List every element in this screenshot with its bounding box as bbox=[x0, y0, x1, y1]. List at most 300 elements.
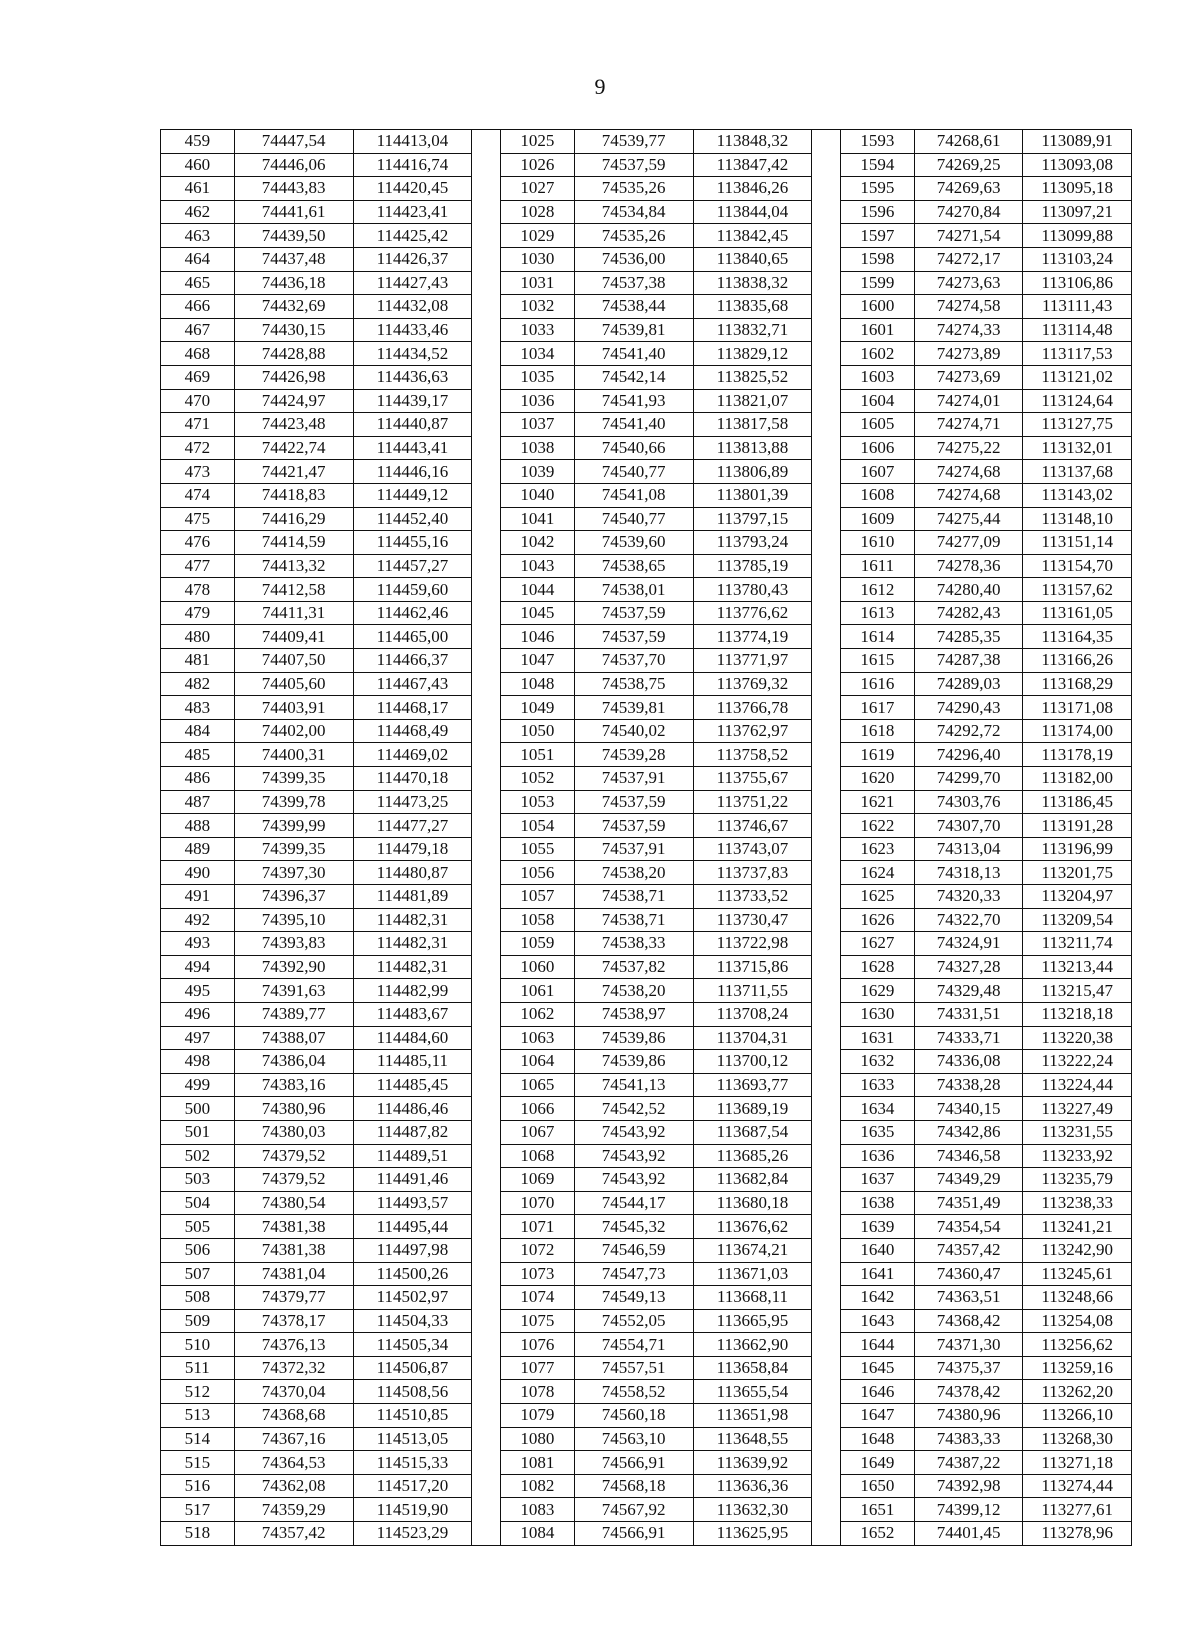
table-row bbox=[161, 625, 1132, 649]
column-group-separator bbox=[812, 1073, 841, 1097]
point-number-cell: 1056 bbox=[501, 861, 575, 885]
point-number-cell: 1622 bbox=[841, 814, 915, 838]
column-group-separator bbox=[472, 153, 501, 177]
column-group-separator bbox=[472, 767, 501, 791]
y-coordinate-cell: 114487,82 bbox=[353, 1120, 472, 1144]
column-group-separator bbox=[812, 342, 841, 366]
y-coordinate-cell: 114497,98 bbox=[353, 1238, 472, 1262]
column-group-separator bbox=[472, 1238, 501, 1262]
column-group-separator bbox=[472, 719, 501, 743]
column-group-separator bbox=[472, 955, 501, 979]
y-coordinate-cell: 114523,29 bbox=[353, 1522, 472, 1546]
y-coordinate-cell: 113632,30 bbox=[693, 1498, 812, 1522]
table-row bbox=[161, 153, 1132, 177]
point-number-cell: 1609 bbox=[841, 507, 915, 531]
point-number-cell: 465 bbox=[161, 271, 235, 295]
point-number-cell: 1066 bbox=[501, 1097, 575, 1121]
y-coordinate-cell: 113277,61 bbox=[1023, 1498, 1132, 1522]
y-coordinate-cell: 113848,32 bbox=[693, 130, 812, 154]
table-row bbox=[161, 578, 1132, 602]
column-group-separator bbox=[812, 767, 841, 791]
y-coordinate-cell: 113227,49 bbox=[1023, 1097, 1132, 1121]
point-number-cell: 464 bbox=[161, 247, 235, 271]
y-coordinate-cell: 113168,29 bbox=[1023, 672, 1132, 696]
column-group-separator bbox=[472, 625, 501, 649]
y-coordinate-cell: 113758,52 bbox=[693, 743, 812, 767]
y-coordinate-cell: 113127,75 bbox=[1023, 413, 1132, 437]
column-group-separator bbox=[812, 743, 841, 767]
table-row bbox=[161, 743, 1132, 767]
y-coordinate-cell: 113771,97 bbox=[693, 649, 812, 673]
x-coordinate-cell: 74552,05 bbox=[574, 1309, 693, 1333]
x-coordinate-cell: 74342,86 bbox=[914, 1120, 1023, 1144]
x-coordinate-cell: 74274,71 bbox=[914, 413, 1023, 437]
point-number-cell: 1626 bbox=[841, 908, 915, 932]
y-coordinate-cell: 113838,32 bbox=[693, 271, 812, 295]
point-number-cell: 497 bbox=[161, 1026, 235, 1050]
column-group-separator bbox=[472, 743, 501, 767]
point-number-cell: 483 bbox=[161, 696, 235, 720]
point-number-cell: 1638 bbox=[841, 1191, 915, 1215]
x-coordinate-cell: 74409,41 bbox=[234, 625, 353, 649]
x-coordinate-cell: 74359,29 bbox=[234, 1498, 353, 1522]
x-coordinate-cell: 74422,74 bbox=[234, 436, 353, 460]
table-row bbox=[161, 719, 1132, 743]
x-coordinate-cell: 74349,29 bbox=[914, 1168, 1023, 1192]
point-number-cell: 475 bbox=[161, 507, 235, 531]
table-row bbox=[161, 790, 1132, 814]
table-row bbox=[161, 389, 1132, 413]
column-group-separator bbox=[812, 1427, 841, 1451]
x-coordinate-cell: 74368,42 bbox=[914, 1309, 1023, 1333]
y-coordinate-cell: 113245,61 bbox=[1023, 1262, 1132, 1286]
table-row bbox=[161, 1215, 1132, 1239]
y-coordinate-cell: 113254,08 bbox=[1023, 1309, 1132, 1333]
y-coordinate-cell: 113751,22 bbox=[693, 790, 812, 814]
y-coordinate-cell: 113196,99 bbox=[1023, 837, 1132, 861]
column-group-separator bbox=[472, 1427, 501, 1451]
y-coordinate-cell: 113655,54 bbox=[693, 1380, 812, 1404]
x-coordinate-cell: 74357,42 bbox=[914, 1238, 1023, 1262]
point-number-cell: 1073 bbox=[501, 1262, 575, 1286]
y-coordinate-cell: 113817,58 bbox=[693, 413, 812, 437]
point-number-cell: 1636 bbox=[841, 1144, 915, 1168]
table-row bbox=[161, 1286, 1132, 1310]
column-group-separator bbox=[812, 224, 841, 248]
y-coordinate-cell: 114469,02 bbox=[353, 743, 472, 767]
x-coordinate-cell: 74381,38 bbox=[234, 1238, 353, 1262]
table-row bbox=[161, 1333, 1132, 1357]
column-group-separator bbox=[812, 1002, 841, 1026]
x-coordinate-cell: 74538,20 bbox=[574, 979, 693, 1003]
y-coordinate-cell: 113715,86 bbox=[693, 955, 812, 979]
column-group-separator bbox=[812, 389, 841, 413]
point-number-cell: 1597 bbox=[841, 224, 915, 248]
point-number-cell: 498 bbox=[161, 1050, 235, 1074]
point-number-cell: 504 bbox=[161, 1191, 235, 1215]
point-number-cell: 1630 bbox=[841, 1002, 915, 1026]
y-coordinate-cell: 114481,89 bbox=[353, 885, 472, 909]
table-row bbox=[161, 908, 1132, 932]
y-coordinate-cell: 114484,60 bbox=[353, 1026, 472, 1050]
x-coordinate-cell: 74270,84 bbox=[914, 200, 1023, 224]
point-number-cell: 1061 bbox=[501, 979, 575, 1003]
x-coordinate-cell: 74327,28 bbox=[914, 955, 1023, 979]
column-group-separator bbox=[812, 1238, 841, 1262]
x-coordinate-cell: 74381,04 bbox=[234, 1262, 353, 1286]
y-coordinate-cell: 113089,91 bbox=[1023, 130, 1132, 154]
point-number-cell: 1080 bbox=[501, 1427, 575, 1451]
table-row bbox=[161, 1097, 1132, 1121]
y-coordinate-cell: 114505,34 bbox=[353, 1333, 472, 1357]
table-row bbox=[161, 177, 1132, 201]
table-row bbox=[161, 1144, 1132, 1168]
y-coordinate-cell: 114479,18 bbox=[353, 837, 472, 861]
y-coordinate-cell: 113132,01 bbox=[1023, 436, 1132, 460]
x-coordinate-cell: 74566,91 bbox=[574, 1522, 693, 1546]
table-row bbox=[161, 1498, 1132, 1522]
x-coordinate-cell: 74546,59 bbox=[574, 1238, 693, 1262]
y-coordinate-cell: 113708,24 bbox=[693, 1002, 812, 1026]
y-coordinate-cell: 114440,87 bbox=[353, 413, 472, 437]
y-coordinate-cell: 113259,16 bbox=[1023, 1356, 1132, 1380]
table-row bbox=[161, 365, 1132, 389]
y-coordinate-cell: 114468,17 bbox=[353, 696, 472, 720]
y-coordinate-cell: 113700,12 bbox=[693, 1050, 812, 1074]
y-coordinate-cell: 113762,97 bbox=[693, 719, 812, 743]
x-coordinate-cell: 74557,51 bbox=[574, 1356, 693, 1380]
table-row bbox=[161, 885, 1132, 909]
column-group-separator bbox=[472, 601, 501, 625]
table-row bbox=[161, 1356, 1132, 1380]
point-number-cell: 511 bbox=[161, 1356, 235, 1380]
point-number-cell: 1632 bbox=[841, 1050, 915, 1074]
y-coordinate-cell: 113636,36 bbox=[693, 1474, 812, 1498]
y-coordinate-cell: 114500,26 bbox=[353, 1262, 472, 1286]
point-number-cell: 484 bbox=[161, 719, 235, 743]
x-coordinate-cell: 74357,42 bbox=[234, 1522, 353, 1546]
y-coordinate-cell: 113766,78 bbox=[693, 696, 812, 720]
table-row bbox=[161, 1073, 1132, 1097]
y-coordinate-cell: 114485,11 bbox=[353, 1050, 472, 1074]
x-coordinate-cell: 74537,59 bbox=[574, 790, 693, 814]
column-group-separator bbox=[812, 1333, 841, 1357]
x-coordinate-cell: 74380,03 bbox=[234, 1120, 353, 1144]
column-group-separator bbox=[472, 979, 501, 1003]
column-group-separator bbox=[812, 177, 841, 201]
y-coordinate-cell: 113829,12 bbox=[693, 342, 812, 366]
y-coordinate-cell: 113209,54 bbox=[1023, 908, 1132, 932]
column-group-separator bbox=[472, 837, 501, 861]
table-row bbox=[161, 1168, 1132, 1192]
y-coordinate-cell: 113222,24 bbox=[1023, 1050, 1132, 1074]
point-number-cell: 509 bbox=[161, 1309, 235, 1333]
table-row bbox=[161, 1026, 1132, 1050]
x-coordinate-cell: 74274,58 bbox=[914, 295, 1023, 319]
x-coordinate-cell: 74436,18 bbox=[234, 271, 353, 295]
point-number-cell: 1081 bbox=[501, 1451, 575, 1475]
y-coordinate-cell: 113639,92 bbox=[693, 1451, 812, 1475]
column-group-separator bbox=[472, 318, 501, 342]
x-coordinate-cell: 74389,77 bbox=[234, 1002, 353, 1026]
column-group-separator bbox=[472, 1262, 501, 1286]
column-group-separator bbox=[812, 153, 841, 177]
x-coordinate-cell: 74391,63 bbox=[234, 979, 353, 1003]
y-coordinate-cell: 113625,95 bbox=[693, 1522, 812, 1546]
y-coordinate-cell: 113274,44 bbox=[1023, 1474, 1132, 1498]
point-number-cell: 506 bbox=[161, 1238, 235, 1262]
column-group-separator bbox=[472, 389, 501, 413]
column-group-separator bbox=[812, 295, 841, 319]
y-coordinate-cell: 114416,74 bbox=[353, 153, 472, 177]
y-coordinate-cell: 113685,26 bbox=[693, 1144, 812, 1168]
y-coordinate-cell: 113793,24 bbox=[693, 531, 812, 555]
x-coordinate-cell: 74346,58 bbox=[914, 1144, 1023, 1168]
point-number-cell: 501 bbox=[161, 1120, 235, 1144]
x-coordinate-cell: 74376,13 bbox=[234, 1333, 353, 1357]
y-coordinate-cell: 113704,31 bbox=[693, 1026, 812, 1050]
y-coordinate-cell: 113776,62 bbox=[693, 601, 812, 625]
y-coordinate-cell: 113213,44 bbox=[1023, 955, 1132, 979]
column-group-separator bbox=[472, 483, 501, 507]
x-coordinate-cell: 74282,43 bbox=[914, 601, 1023, 625]
column-group-separator bbox=[812, 625, 841, 649]
x-coordinate-cell: 74375,37 bbox=[914, 1356, 1023, 1380]
y-coordinate-cell: 113111,43 bbox=[1023, 295, 1132, 319]
column-group-separator bbox=[812, 460, 841, 484]
x-coordinate-cell: 74272,17 bbox=[914, 247, 1023, 271]
table-row bbox=[161, 554, 1132, 578]
x-coordinate-cell: 74535,26 bbox=[574, 224, 693, 248]
y-coordinate-cell: 113835,68 bbox=[693, 295, 812, 319]
x-coordinate-cell: 74402,00 bbox=[234, 719, 353, 743]
x-coordinate-cell: 74534,84 bbox=[574, 200, 693, 224]
y-coordinate-cell: 114508,56 bbox=[353, 1380, 472, 1404]
x-coordinate-cell: 74299,70 bbox=[914, 767, 1023, 791]
point-number-cell: 1072 bbox=[501, 1238, 575, 1262]
x-coordinate-cell: 74289,03 bbox=[914, 672, 1023, 696]
x-coordinate-cell: 74537,59 bbox=[574, 153, 693, 177]
y-coordinate-cell: 113224,44 bbox=[1023, 1073, 1132, 1097]
y-coordinate-cell: 114466,37 bbox=[353, 649, 472, 673]
y-coordinate-cell: 114467,43 bbox=[353, 672, 472, 696]
column-group-separator bbox=[812, 719, 841, 743]
column-group-separator bbox=[812, 1522, 841, 1546]
column-group-separator bbox=[812, 1286, 841, 1310]
x-coordinate-cell: 74537,59 bbox=[574, 625, 693, 649]
x-coordinate-cell: 74331,51 bbox=[914, 1002, 1023, 1026]
y-coordinate-cell: 113746,67 bbox=[693, 814, 812, 838]
table-row bbox=[161, 271, 1132, 295]
y-coordinate-cell: 114434,52 bbox=[353, 342, 472, 366]
x-coordinate-cell: 74560,18 bbox=[574, 1404, 693, 1428]
column-group-separator bbox=[472, 578, 501, 602]
column-group-separator bbox=[812, 979, 841, 1003]
x-coordinate-cell: 74383,33 bbox=[914, 1427, 1023, 1451]
y-coordinate-cell: 113137,68 bbox=[1023, 460, 1132, 484]
x-coordinate-cell: 74399,12 bbox=[914, 1498, 1023, 1522]
x-coordinate-cell: 74538,97 bbox=[574, 1002, 693, 1026]
point-number-cell: 1071 bbox=[501, 1215, 575, 1239]
point-number-cell: 487 bbox=[161, 790, 235, 814]
point-number-cell: 493 bbox=[161, 932, 235, 956]
table-row bbox=[161, 507, 1132, 531]
y-coordinate-cell: 114465,00 bbox=[353, 625, 472, 649]
x-coordinate-cell: 74432,69 bbox=[234, 295, 353, 319]
point-number-cell: 1650 bbox=[841, 1474, 915, 1498]
y-coordinate-cell: 114459,60 bbox=[353, 578, 472, 602]
point-number-cell: 1600 bbox=[841, 295, 915, 319]
x-coordinate-cell: 74414,59 bbox=[234, 531, 353, 555]
point-number-cell: 1624 bbox=[841, 861, 915, 885]
table-row bbox=[161, 1002, 1132, 1026]
y-coordinate-cell: 114468,49 bbox=[353, 719, 472, 743]
column-group-separator bbox=[812, 413, 841, 437]
x-coordinate-cell: 74543,92 bbox=[574, 1168, 693, 1192]
point-number-cell: 1608 bbox=[841, 483, 915, 507]
x-coordinate-cell: 74280,40 bbox=[914, 578, 1023, 602]
x-coordinate-cell: 74371,30 bbox=[914, 1333, 1023, 1357]
column-group-separator bbox=[812, 1380, 841, 1404]
x-coordinate-cell: 74380,96 bbox=[914, 1404, 1023, 1428]
y-coordinate-cell: 113662,90 bbox=[693, 1333, 812, 1357]
x-coordinate-cell: 74363,51 bbox=[914, 1286, 1023, 1310]
y-coordinate-cell: 114446,16 bbox=[353, 460, 472, 484]
y-coordinate-cell: 113847,42 bbox=[693, 153, 812, 177]
y-coordinate-cell: 113218,18 bbox=[1023, 1002, 1132, 1026]
x-coordinate-cell: 74535,26 bbox=[574, 177, 693, 201]
y-coordinate-cell: 113215,47 bbox=[1023, 979, 1132, 1003]
point-number-cell: 1027 bbox=[501, 177, 575, 201]
table-body bbox=[161, 130, 1132, 1546]
column-group-separator bbox=[812, 672, 841, 696]
x-coordinate-cell: 74539,86 bbox=[574, 1026, 693, 1050]
point-number-cell: 1050 bbox=[501, 719, 575, 743]
column-group-separator bbox=[812, 578, 841, 602]
y-coordinate-cell: 113103,24 bbox=[1023, 247, 1132, 271]
column-group-separator bbox=[472, 507, 501, 531]
point-number-cell: 1594 bbox=[841, 153, 915, 177]
x-coordinate-cell: 74379,52 bbox=[234, 1168, 353, 1192]
x-coordinate-cell: 74568,18 bbox=[574, 1474, 693, 1498]
point-number-cell: 1051 bbox=[501, 743, 575, 767]
point-number-cell: 518 bbox=[161, 1522, 235, 1546]
table-row bbox=[161, 601, 1132, 625]
point-number-cell: 1039 bbox=[501, 460, 575, 484]
x-coordinate-cell: 74380,54 bbox=[234, 1191, 353, 1215]
x-coordinate-cell: 74412,58 bbox=[234, 578, 353, 602]
y-coordinate-cell: 113743,07 bbox=[693, 837, 812, 861]
point-number-cell: 499 bbox=[161, 1073, 235, 1097]
x-coordinate-cell: 74292,72 bbox=[914, 719, 1023, 743]
x-coordinate-cell: 74388,07 bbox=[234, 1026, 353, 1050]
point-number-cell: 1036 bbox=[501, 389, 575, 413]
table-row bbox=[161, 814, 1132, 838]
point-number-cell: 486 bbox=[161, 767, 235, 791]
point-number-cell: 1645 bbox=[841, 1356, 915, 1380]
x-coordinate-cell: 74383,16 bbox=[234, 1073, 353, 1097]
x-coordinate-cell: 74538,01 bbox=[574, 578, 693, 602]
point-number-cell: 1612 bbox=[841, 578, 915, 602]
point-number-cell: 463 bbox=[161, 224, 235, 248]
column-group-separator bbox=[472, 177, 501, 201]
y-coordinate-cell: 113840,65 bbox=[693, 247, 812, 271]
x-coordinate-cell: 74324,91 bbox=[914, 932, 1023, 956]
y-coordinate-cell: 113248,66 bbox=[1023, 1286, 1132, 1310]
column-group-separator bbox=[812, 1168, 841, 1192]
x-coordinate-cell: 74545,32 bbox=[574, 1215, 693, 1239]
y-coordinate-cell: 113665,95 bbox=[693, 1309, 812, 1333]
point-number-cell: 1057 bbox=[501, 885, 575, 909]
column-group-separator bbox=[812, 271, 841, 295]
y-coordinate-cell: 114504,33 bbox=[353, 1309, 472, 1333]
point-number-cell: 516 bbox=[161, 1474, 235, 1498]
y-coordinate-cell: 113801,39 bbox=[693, 483, 812, 507]
point-number-cell: 1634 bbox=[841, 1097, 915, 1121]
y-coordinate-cell: 113806,89 bbox=[693, 460, 812, 484]
y-coordinate-cell: 113774,19 bbox=[693, 625, 812, 649]
y-coordinate-cell: 113231,55 bbox=[1023, 1120, 1132, 1144]
x-coordinate-cell: 74351,49 bbox=[914, 1191, 1023, 1215]
x-coordinate-cell: 74367,16 bbox=[234, 1427, 353, 1451]
x-coordinate-cell: 74275,44 bbox=[914, 507, 1023, 531]
point-number-cell: 1077 bbox=[501, 1356, 575, 1380]
point-number-cell: 477 bbox=[161, 554, 235, 578]
column-group-separator bbox=[472, 1286, 501, 1310]
y-coordinate-cell: 113733,52 bbox=[693, 885, 812, 909]
x-coordinate-cell: 74303,76 bbox=[914, 790, 1023, 814]
column-group-separator bbox=[472, 861, 501, 885]
point-number-cell: 1625 bbox=[841, 885, 915, 909]
x-coordinate-cell: 74273,89 bbox=[914, 342, 1023, 366]
point-number-cell: 1029 bbox=[501, 224, 575, 248]
y-coordinate-cell: 114519,90 bbox=[353, 1498, 472, 1522]
x-coordinate-cell: 74399,35 bbox=[234, 837, 353, 861]
x-coordinate-cell: 74563,10 bbox=[574, 1427, 693, 1451]
y-coordinate-cell: 113148,10 bbox=[1023, 507, 1132, 531]
point-number-cell: 1601 bbox=[841, 318, 915, 342]
column-group-separator bbox=[472, 342, 501, 366]
y-coordinate-cell: 113157,62 bbox=[1023, 578, 1132, 602]
point-number-cell: 1069 bbox=[501, 1168, 575, 1192]
x-coordinate-cell: 74320,33 bbox=[914, 885, 1023, 909]
x-coordinate-cell: 74411,31 bbox=[234, 601, 353, 625]
y-coordinate-cell: 113676,62 bbox=[693, 1215, 812, 1239]
x-coordinate-cell: 74396,37 bbox=[234, 885, 353, 909]
x-coordinate-cell: 74379,52 bbox=[234, 1144, 353, 1168]
column-group-separator bbox=[472, 1073, 501, 1097]
column-group-separator bbox=[472, 649, 501, 673]
point-number-cell: 470 bbox=[161, 389, 235, 413]
point-number-cell: 1627 bbox=[841, 932, 915, 956]
y-coordinate-cell: 113242,90 bbox=[1023, 1238, 1132, 1262]
y-coordinate-cell: 113211,74 bbox=[1023, 932, 1132, 956]
x-coordinate-cell: 74443,83 bbox=[234, 177, 353, 201]
y-coordinate-cell: 114517,20 bbox=[353, 1474, 472, 1498]
point-number-cell: 1055 bbox=[501, 837, 575, 861]
point-number-cell: 1631 bbox=[841, 1026, 915, 1050]
point-number-cell: 1613 bbox=[841, 601, 915, 625]
column-group-separator bbox=[812, 365, 841, 389]
point-number-cell: 502 bbox=[161, 1144, 235, 1168]
point-number-cell: 1058 bbox=[501, 908, 575, 932]
point-number-cell: 1607 bbox=[841, 460, 915, 484]
point-number-cell: 468 bbox=[161, 342, 235, 366]
x-coordinate-cell: 74441,61 bbox=[234, 200, 353, 224]
column-group-separator bbox=[812, 1050, 841, 1074]
column-group-separator bbox=[812, 837, 841, 861]
y-coordinate-cell: 113266,10 bbox=[1023, 1404, 1132, 1428]
